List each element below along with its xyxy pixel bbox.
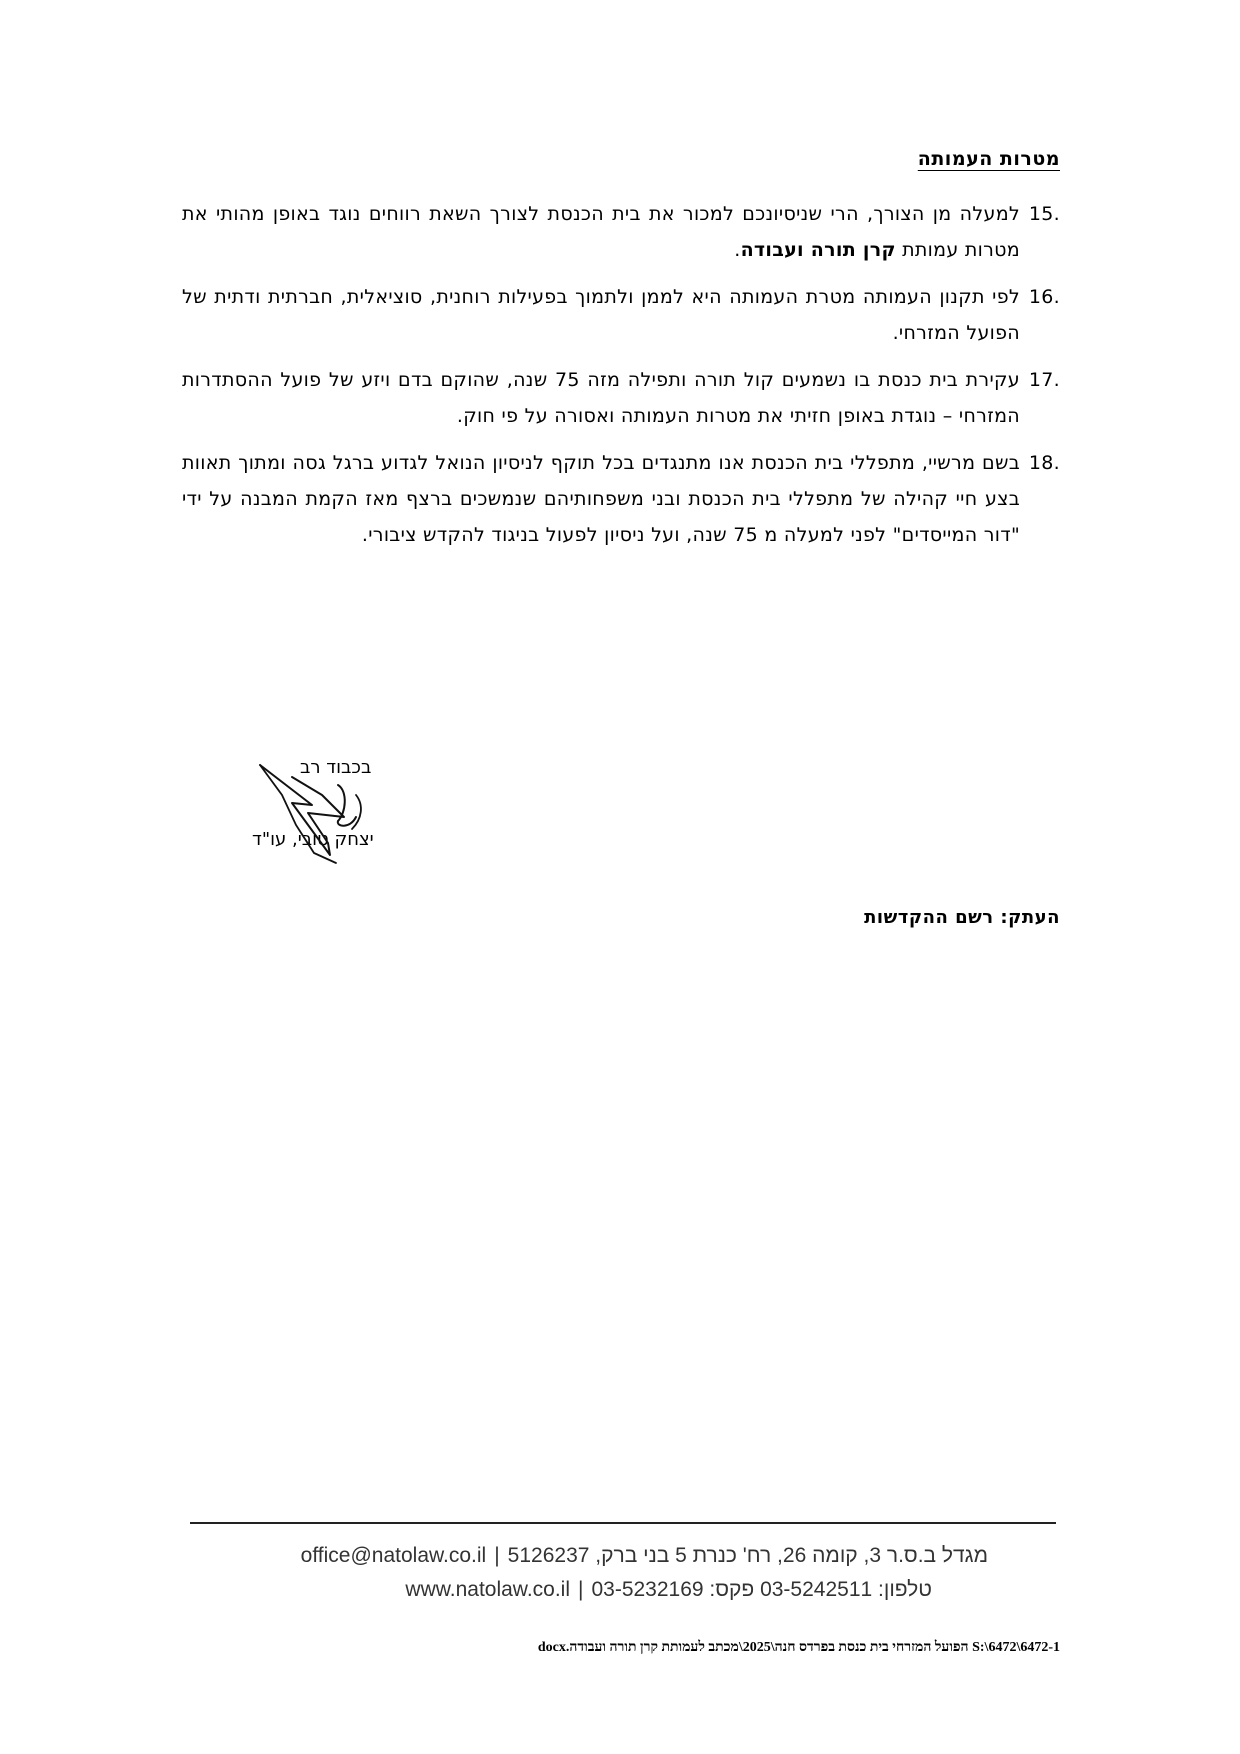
footer-website[interactable]: www.natolaw.co.il bbox=[405, 1578, 570, 1601]
footer-address-line bbox=[301, 1544, 988, 1568]
paragraph-text: עקירת בית כנסת בו נשמעים קול תורה ותפילה מזה 75 שנה, שהוקם בדם ויזע של פועל ההסתדרות המזרחי – נוגדת באופן חזיתי את מטרות העמותה ואסורה על פי חוק. bbox=[182, 369, 1020, 427]
paragraph-text: בשם מרשיי, מתפללי בית הכנסת אנו מתנגדים בכל תוקף לניסיון הנואל לגדוע ברגל גסה ומתוך תאוות בצע חיי קהילה של מתפללי בית הכנסת ובני משפחותיהם שנמשכים ברצף מאז הקמת המבנה על ידי "דור המייסדים" לפני למעלה מ 75 שנה, ועל ניסיון לפעול בניגוד להקדש ציבורי. bbox=[182, 452, 1020, 546]
footer-zip: 5126237 bbox=[507, 1544, 590, 1567]
paragraph-16 bbox=[182, 279, 1060, 351]
footer-phone-label: טלפון: bbox=[878, 1578, 932, 1601]
paragraph-number: 17. bbox=[1028, 369, 1060, 391]
footer-email[interactable]: office@natolaw.co.il bbox=[300, 1544, 487, 1567]
paragraph-17 bbox=[182, 362, 1060, 434]
footer-fax-label: פקס: bbox=[709, 1578, 755, 1601]
footer-phone: 03-5242511 bbox=[760, 1578, 873, 1601]
footer-separator: | bbox=[494, 1544, 500, 1567]
handwritten-signature bbox=[252, 755, 392, 875]
numbered-paragraphs bbox=[182, 196, 1060, 564]
section-heading: מטרות העמותה bbox=[917, 148, 1060, 170]
paragraph-15 bbox=[182, 196, 1060, 268]
paragraph-number: 18. bbox=[1028, 452, 1060, 474]
paragraph-number: 16. bbox=[1028, 286, 1060, 308]
footer-fax: 03-5232169 bbox=[591, 1578, 704, 1601]
signer-name: יצחק טובי, עו"ד bbox=[252, 829, 374, 850]
closing-salutation: בכבוד רב bbox=[300, 757, 372, 778]
paragraph-number: 15. bbox=[1028, 203, 1060, 225]
paragraph-18 bbox=[182, 445, 1060, 553]
organization-name: קרן תורה ועבודה bbox=[740, 239, 896, 261]
footer-divider bbox=[190, 1522, 1056, 1524]
paragraph-text-end: . bbox=[734, 239, 741, 261]
paragraph-text: לפי תקנון העמותה מטרת העמותה היא לממן ולתמוך בפעילות רוחנית, סוציאלית, חברתית ודתית של הפועל המזרחי. bbox=[182, 286, 1020, 344]
document-file-path: S:\6472\6472-1 הפועל המזרחי בית כנסת בפרדס חנה\2025\מכתב לעמותת קרן תורה ועבודה.docx bbox=[537, 1640, 1060, 1655]
copy-recipient: העתק: רשם ההקדשות bbox=[864, 907, 1060, 928]
paragraph-text: למעלה מן הצורך, הרי שניסיונכם למכור את בית הכנסת לצורך השאת רווחים נוגד באופן מהותי את מטרות עמותת bbox=[182, 203, 1020, 261]
footer-address: מגדל ב.ס.ר 3, קומה 26, רח' כנרת 5 בני ברק, bbox=[595, 1544, 988, 1567]
footer-separator-2: | bbox=[578, 1578, 584, 1601]
footer-contact-line bbox=[405, 1578, 932, 1602]
